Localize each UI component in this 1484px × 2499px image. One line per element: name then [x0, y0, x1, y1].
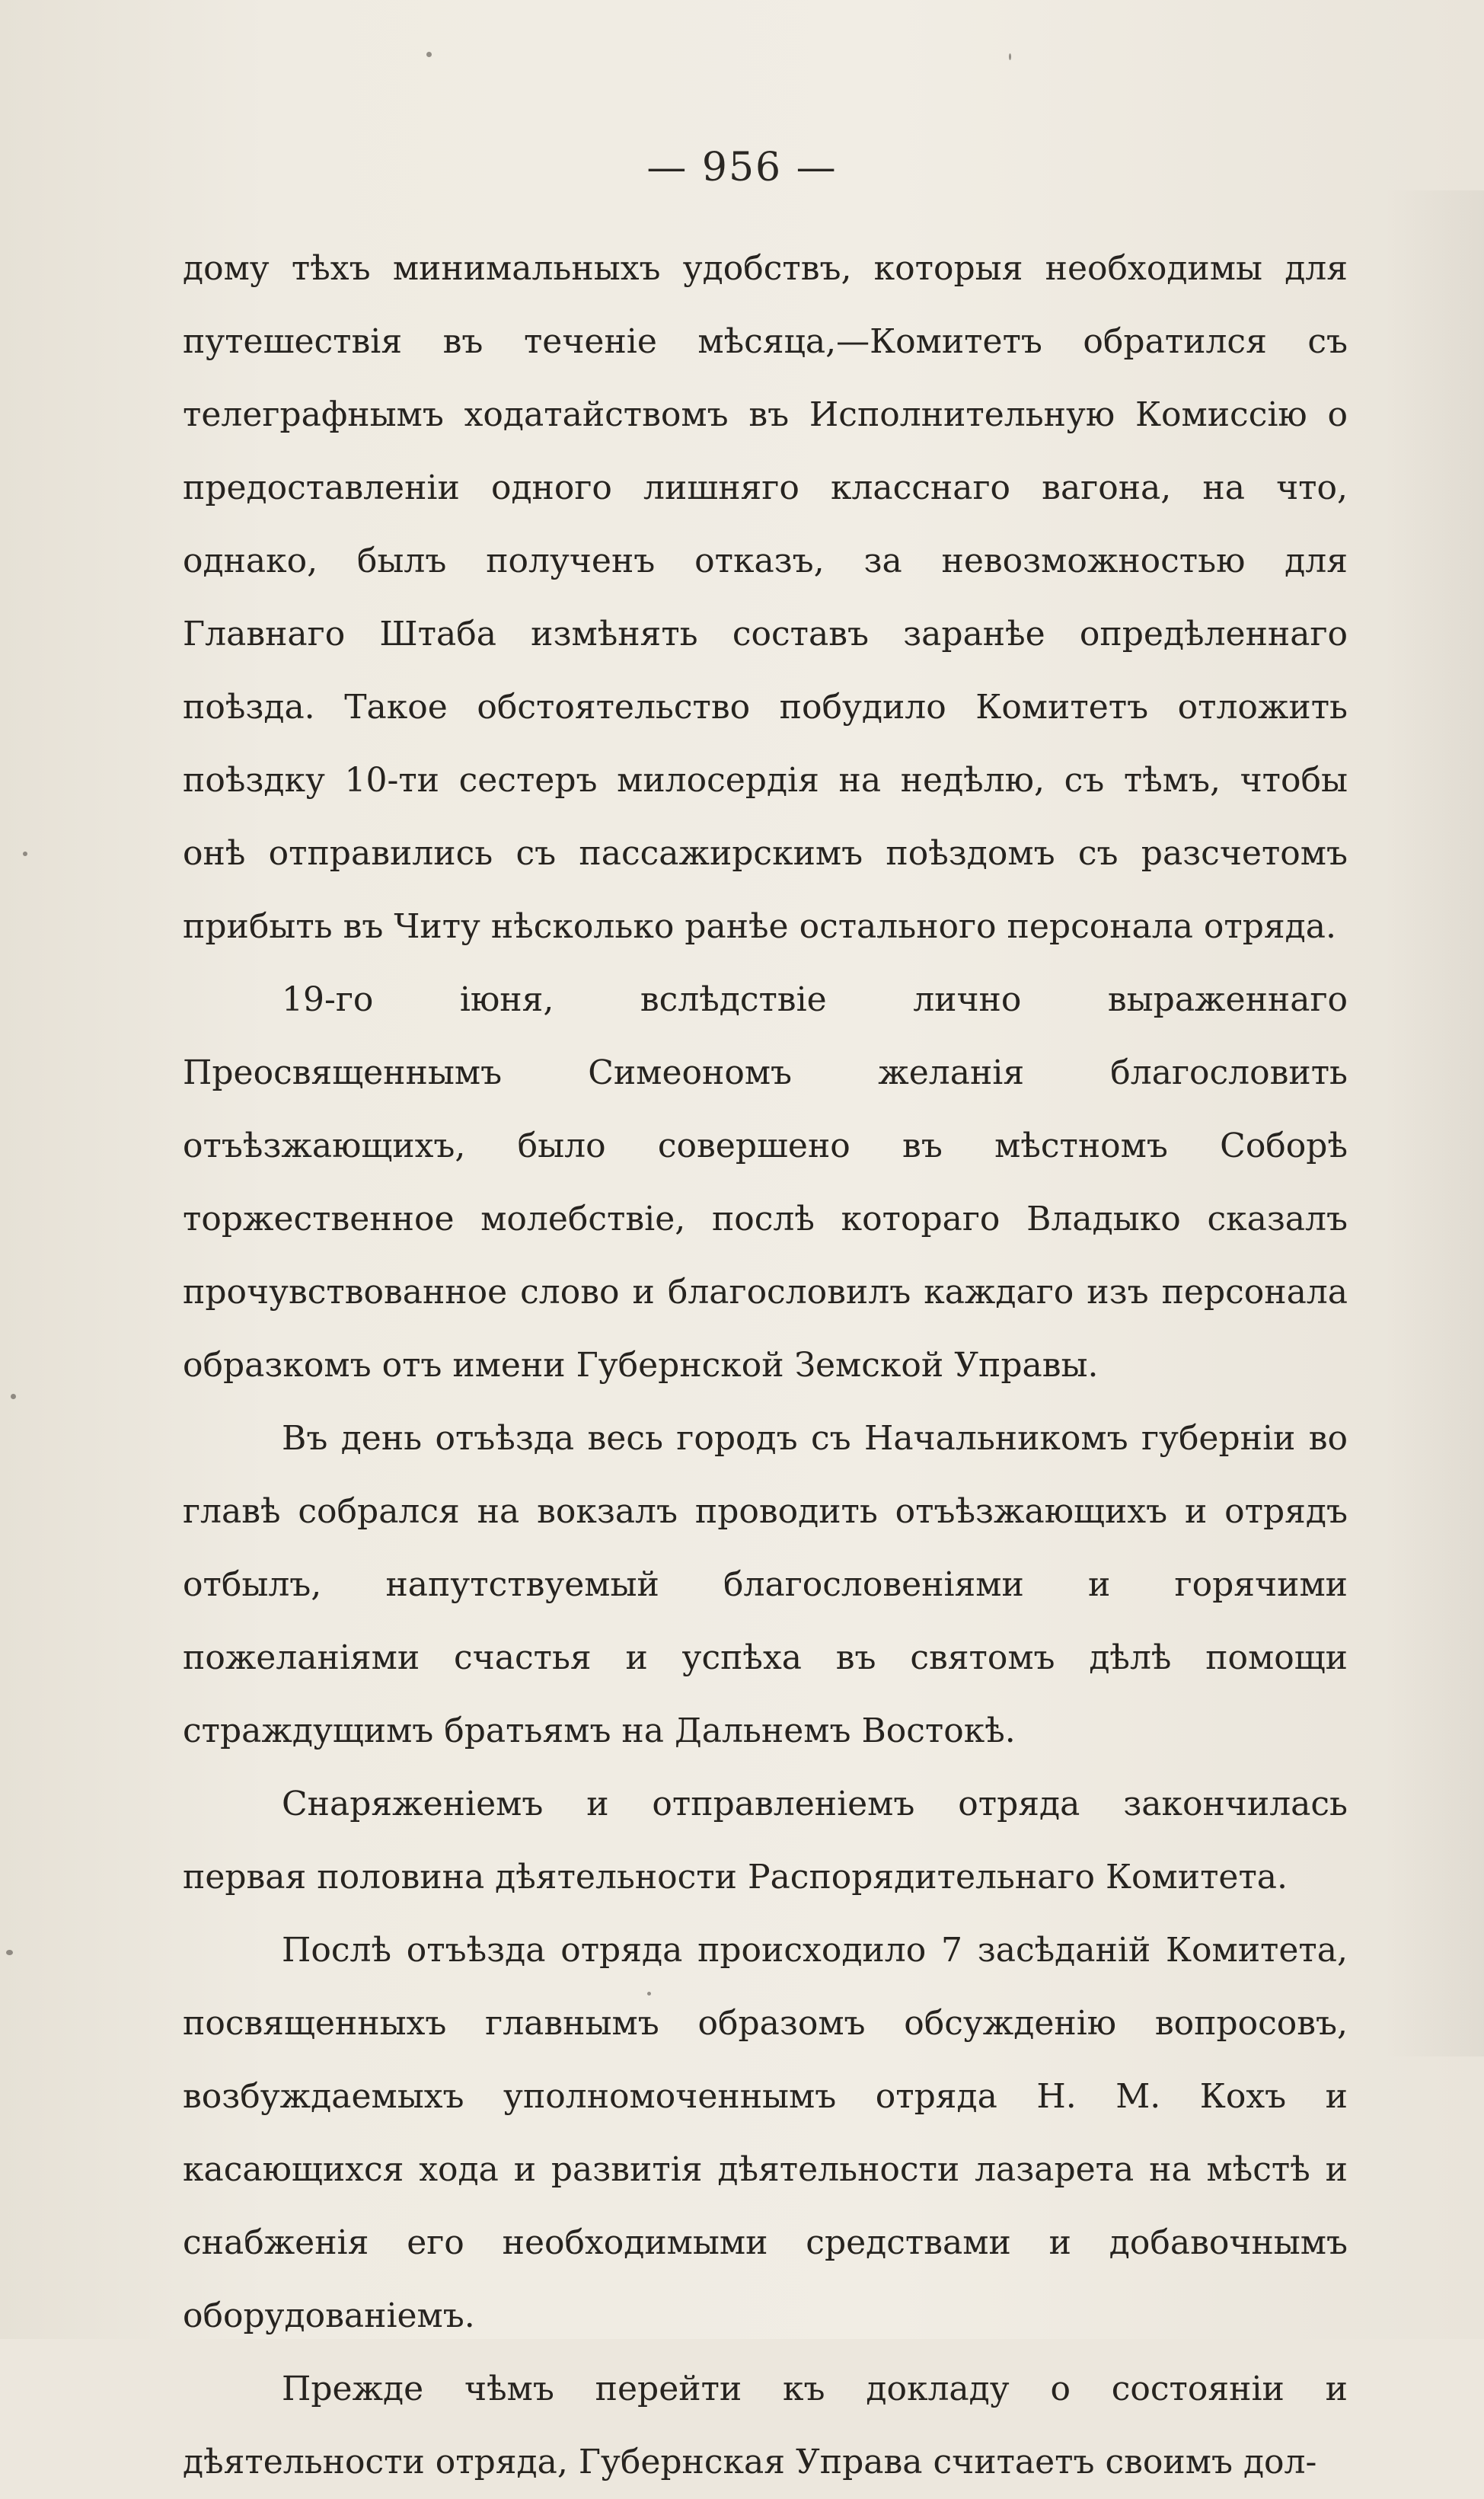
page-edge-shadow	[1385, 190, 1484, 2056]
paragraph-1: дому тѣхъ минимальныхъ удобствъ, которыя необходимы для путешествія въ теченіе мѣсяца,—Комитетъ обратился съ телеграфнымъ ходатайствомъ въ Исполнительную Комиссію о предоставленіи одного лишняго класснаго вагона, на что, однако, былъ полученъ отказъ, за невозможностью для Главнаго Штаба измѣнять составъ заранѣе опредѣленнаго поѣзда. Такое обстоятельство побудило Комитетъ отложить поѣздку 10-ти сестеръ милосердія на недѣлю, съ тѣмъ, чтобы онѣ отправились съ пассажирскимъ поѣздомъ съ разсчетомъ прибыть въ Читу нѣсколько ранѣе остального персонала отряда.	[183, 249, 1348, 946]
paragraph-3: Въ день отъѣзда весь городъ съ Начальникомъ губерніи во главѣ собрался на вокзалъ проводить отъѣзжающихъ и отрядъ отбылъ, напутствуемый благословеніями и горячими пожеланіями счастья и успѣха въ святомъ дѣлѣ помощи страждущимъ братьямъ на Дальнемъ Востокѣ.	[183, 1419, 1348, 1750]
body-text	[183, 232, 1348, 2499]
paragraph-6: Прежде чѣмъ перейти къ докладу о состояніи и дѣятельности отряда, Губернская Управа считаетъ своимъ дол-	[183, 2370, 1348, 2481]
speck	[647, 1992, 651, 1996]
paragraph-5: Послѣ отъѣзда отряда происходило 7 засѣданій Комитета, посвященныхъ главнымъ образомъ обсужденію вопросовъ, возбуждаемыхъ уполномоченнымъ отряда Н. М. Кохъ и касающихся хода и развитія дѣятельности лазарета на мѣстѣ и снабженія его необходимыми средствами и добавочнымъ оборудованіемъ.	[183, 1931, 1348, 2335]
speck	[23, 852, 27, 856]
speck	[11, 1394, 16, 1399]
speck	[6, 1950, 13, 1955]
paragraph-4: Снаряженіемъ и отправленіемъ отряда закончилась первая половина дѣятельности Распорядительнаго Комитета.	[183, 1785, 1348, 1897]
speck	[1009, 53, 1011, 60]
page-number: — 956 —	[646, 145, 838, 190]
paragraph-2: 19-го іюня, вслѣдствіе лично выраженнаго Преосвященнымъ Симеономъ желанія благословить отъѣзжающихъ, было совершено въ мѣстномъ Соборѣ торжественное молебствіе, послѣ котораго Владыко сказалъ прочувствованное слово и благословилъ каждаго изъ персонала образкомъ отъ имени Губернской Земской Управы.	[183, 980, 1348, 1385]
speck	[426, 52, 432, 57]
